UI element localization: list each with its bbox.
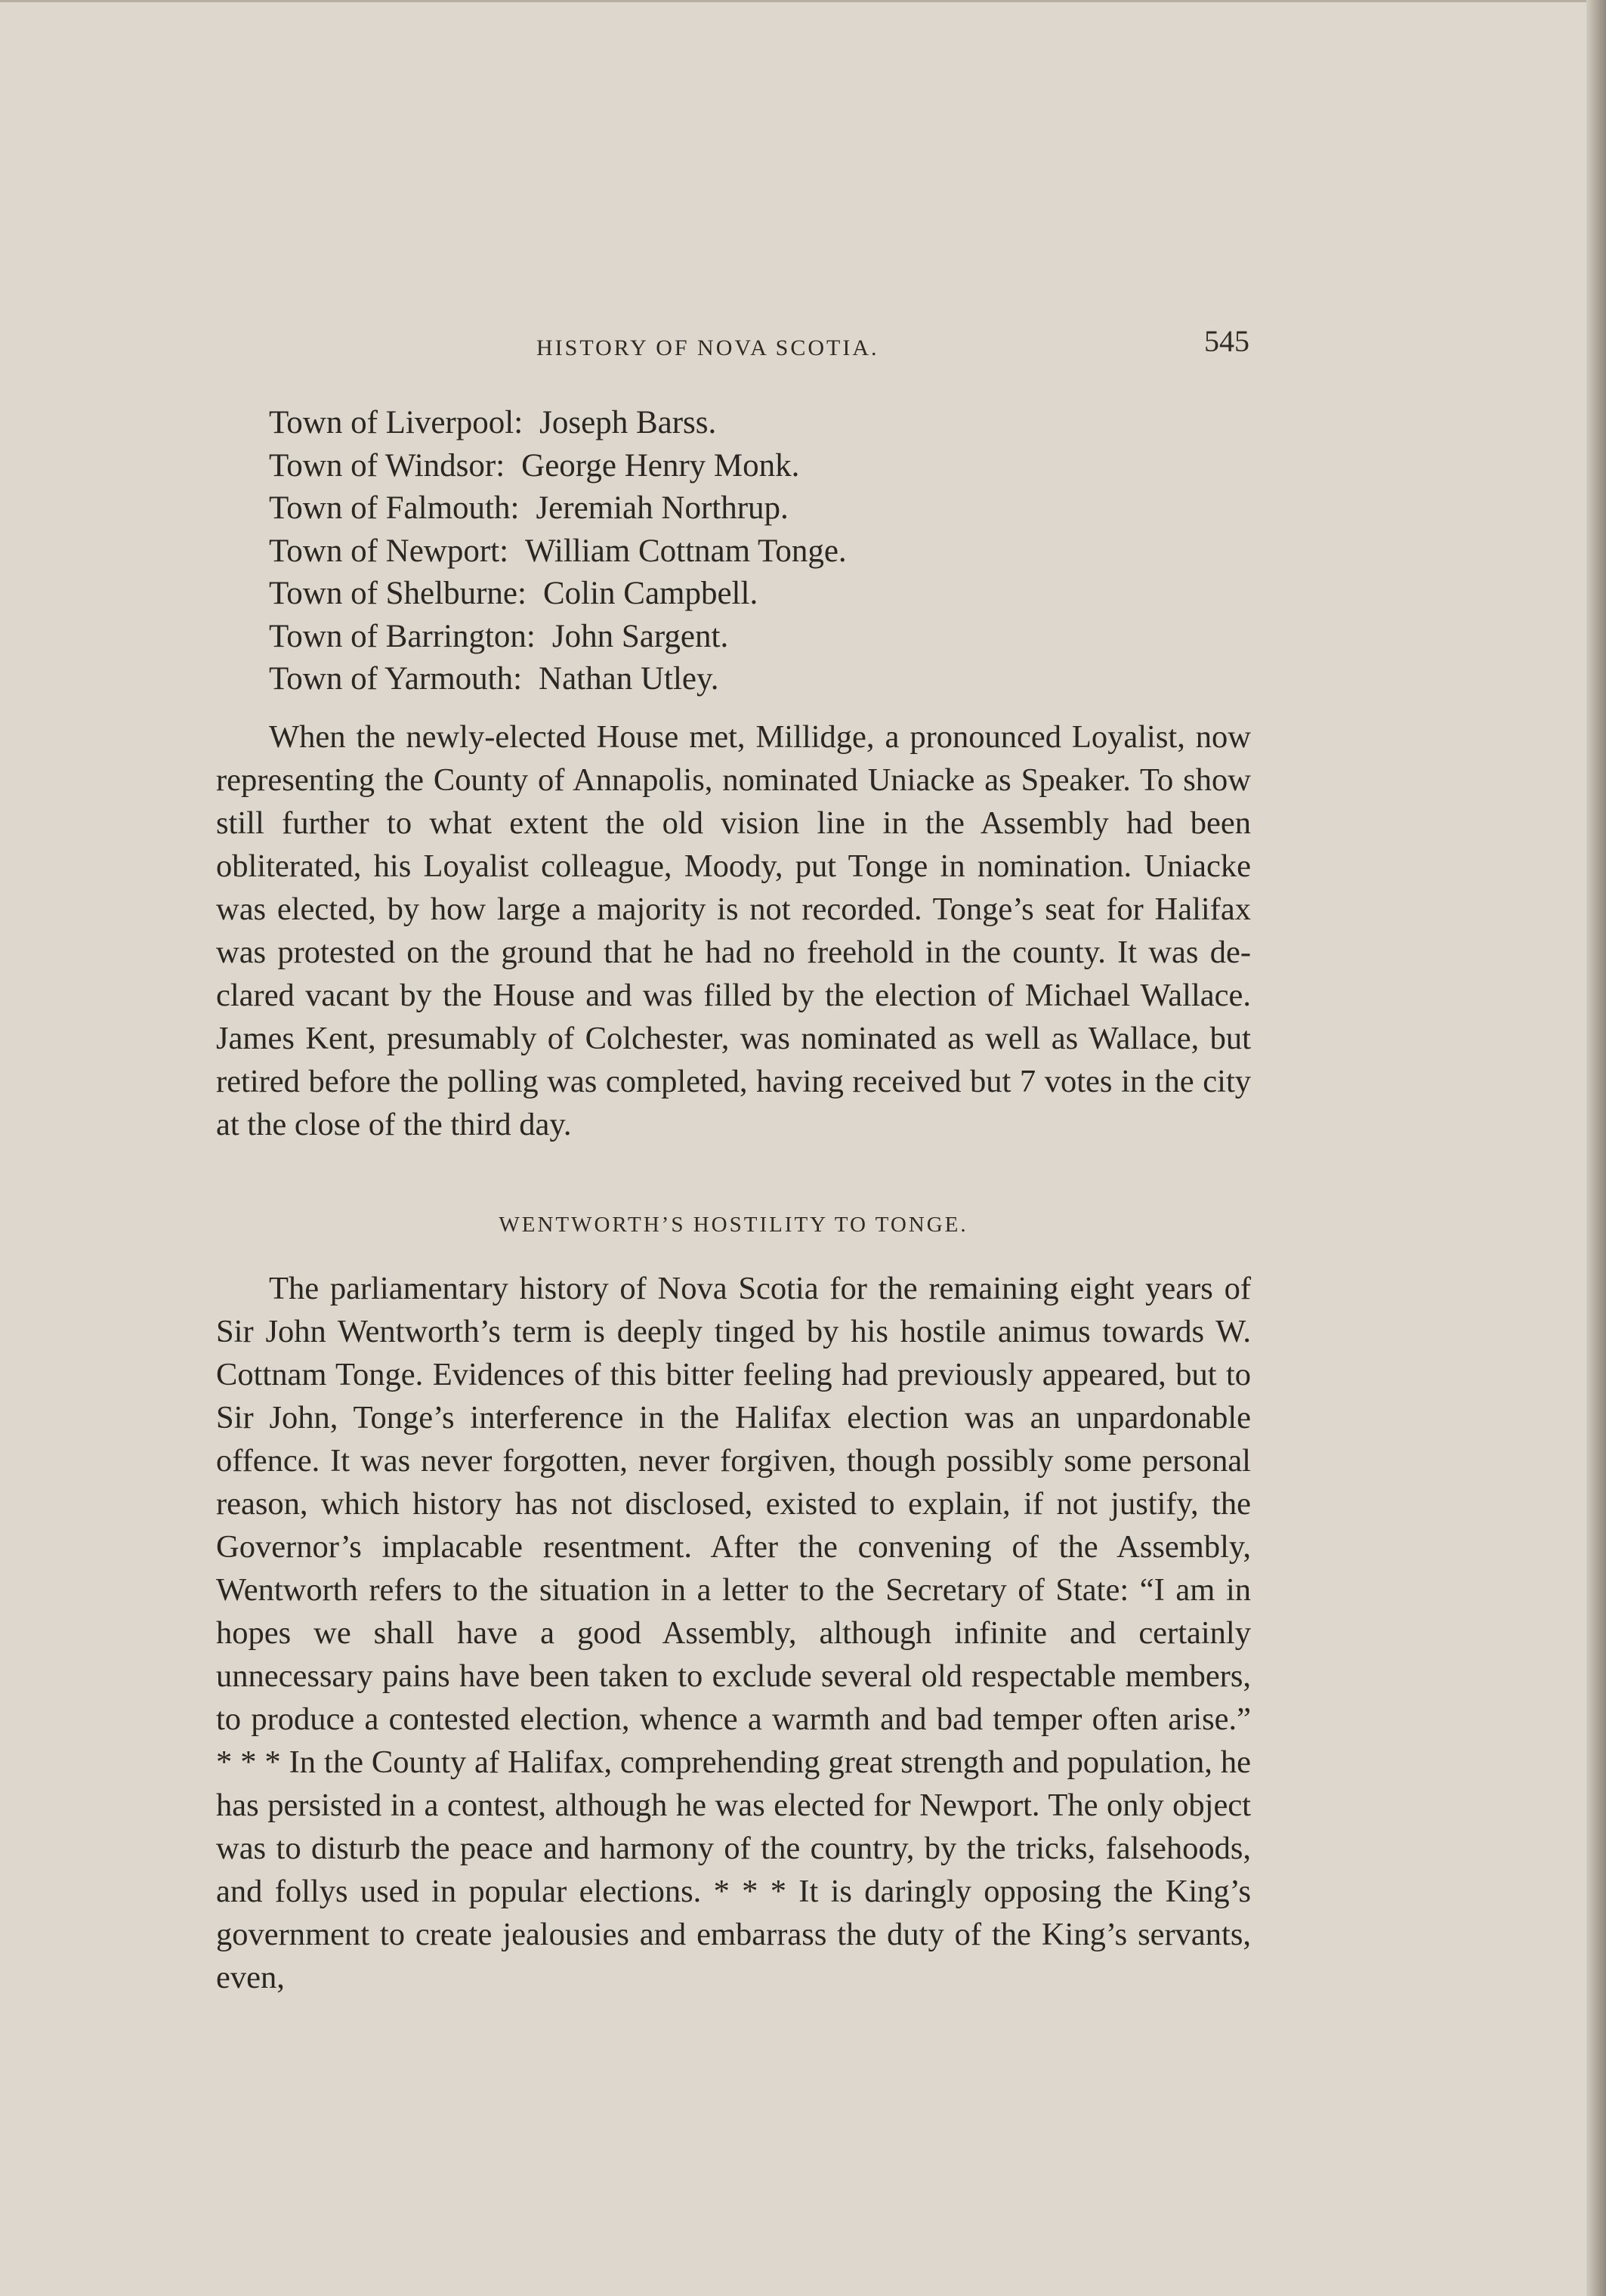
member-town: Town of Liverpool: [269, 405, 523, 440]
member-name: John Sargent. [551, 618, 729, 654]
member-name: George Henry Monk. [521, 447, 800, 484]
section-heading: WENTWORTH’S HOSTILITY TO TONGE. [499, 1213, 968, 1237]
member-town: Town of Windsor: [269, 447, 505, 484]
member-town: Town of Yarmouth: [269, 661, 523, 697]
page-header [216, 323, 1251, 376]
member-name: William Cottnam Tonge. [525, 533, 847, 569]
paragraph-speaker-election [216, 715, 1251, 1146]
member-name: Colin Campbell. [542, 576, 758, 611]
member-name: Nathan Utley. [539, 661, 719, 697]
member-name: Joseph Barss. [539, 405, 717, 440]
paragraph-text: When the newly-elected House met, Millidge, a pronounced Loyalist, now representing the County of Annapolis, nominated Uniacke as Speaker. To show still further to what extent the old vision line in the Assembly had been obliterated, his Loyalist colleague, Moody, put Tonge in nomination. Uniacke was elected, by how large a majority is not recorded. Tonge’s seat for Halifax was protested on the ground that he had no freehold in the county. It was declared vacant by the House and was filled by the election of Michael Wallace. James Kent, presumably of Colchester, was nominated as well as Wallace, but retired before the polling was completed, having received but 7 votes in the city at the close of the third day. [216, 719, 1251, 1142]
member-row [269, 487, 1251, 530]
members-list [269, 402, 1251, 701]
member-town: Town of Newport: [269, 533, 509, 569]
paragraph-wentworth-hostility [216, 1267, 1251, 1999]
member-name: Jeremiah Northrup. [536, 490, 789, 526]
member-town: Town of Falmouth: [269, 490, 520, 526]
member-row [269, 402, 1251, 445]
member-town: Town of Barrington: [269, 618, 536, 654]
member-row [269, 573, 1251, 616]
member-row [269, 616, 1251, 659]
page-fore-edge [1586, 0, 1606, 2296]
member-row [269, 658, 1251, 701]
running-head: HISTORY OF NOVA SCOTIA. [536, 335, 879, 360]
page-number: 545 [1204, 324, 1249, 358]
member-town: Town of Shelburne: [269, 576, 527, 611]
member-row [269, 445, 1251, 488]
member-row [269, 530, 1251, 573]
paragraph-text: The parliamentary history of Nova Scotia for the remaining eight years of Sir John Wentworth’s term is deeply tinged by his hostile animus towards W. Cottnam Tonge. Evidences of this bitter feeling had previously appeared, but to Sir John, Tonge’s interference in the Halifax election was an unpardonable offence. It was never forgotten, never forgiven, though possibly some personal reason, which history has not disclosed, existed to explain, if not justify, the Governor’s implacable resentment. After the convening of the Assembly, Wentworth refers to the situation in a letter to the Secretary of State: “I am in hopes we shall have a good Assembly, although infinite and certainly unnecessary pains have been taken to exclude several old respectable members, to produce a contested election, whence a warmth and bad temper often arise.” * * * In the County af Halifax, comprehending great strength and population, he has persisted in a contest, although he was elected for Newport. The only object was to disturb the peace and harmony of the country, by the tricks, falsehoods, and follys used in popular elections. * * * It is daringly opposing the King’s government to create jealousies and embarrass the duty of the King’s servants, even, [216, 1271, 1251, 1995]
page-top-edge [0, 0, 1586, 2]
